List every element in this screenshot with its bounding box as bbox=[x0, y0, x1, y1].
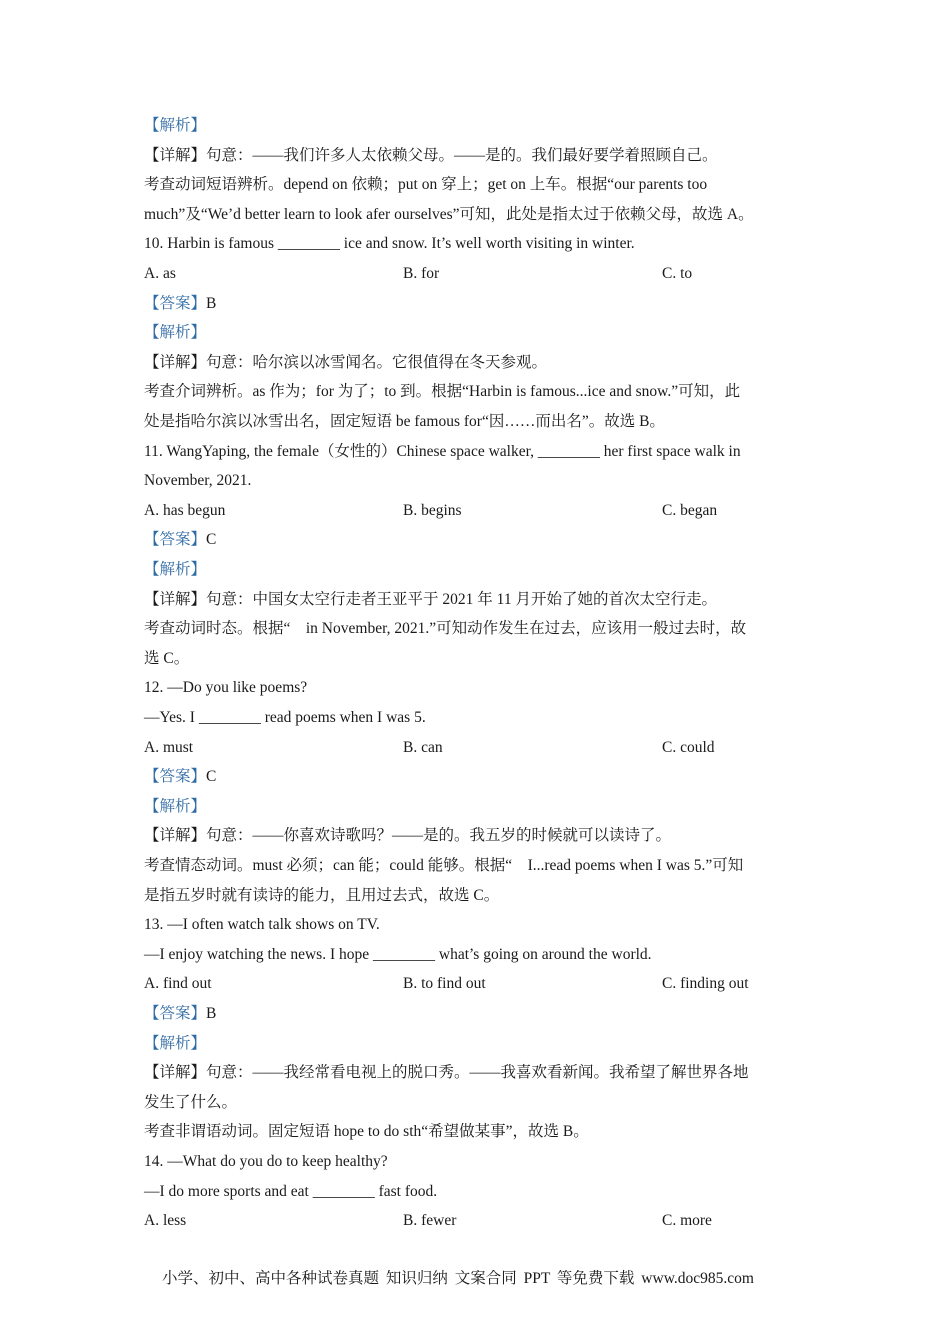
answer-line bbox=[144, 1003, 216, 1025]
answer-tag: 【答案】 bbox=[144, 531, 207, 548]
answer-line bbox=[144, 529, 216, 551]
text-line: 选 C。 bbox=[144, 650, 190, 667]
text-line: 处是指哈尔滨以冰雪出名，固定短语 be famous for“因……而出名”。故选 B。 bbox=[144, 413, 665, 430]
analysis-label bbox=[144, 1033, 206, 1055]
detail-text: 句意：——我经常看电视上的脱口秀。——我喜欢看新闻。我希望了解世界各地 bbox=[206, 1064, 749, 1081]
text-line: 考查动词短语辨析。depend on 依赖；put on 穿上；get on 上车。根据“our parents too bbox=[144, 176, 708, 193]
answer-value: B bbox=[206, 1005, 217, 1022]
option-a: A. must bbox=[144, 739, 194, 756]
text-line: —I enjoy watching the news. I hope ________ what’s going on around the world. bbox=[144, 946, 652, 963]
text-line: 11. WangYaping, the female（女性的）Chinese space walker, ________ her first space walk in bbox=[144, 443, 741, 460]
text-line: 是指五岁时就有读诗的能力，且用过去式，故选 C。 bbox=[144, 887, 500, 904]
page-footer: 小学、初中、高中各种试卷真题 知识归纳 文案合同 PPT 等免费下载 www.doc985.com bbox=[162, 1270, 754, 1287]
option-b: B. begins bbox=[403, 502, 462, 519]
text-line: November, 2021. bbox=[144, 472, 252, 489]
text-line: 13. —I often watch talk shows on TV. bbox=[144, 916, 380, 933]
text-line: —Yes. I ________ read poems when I was 5. bbox=[144, 709, 426, 726]
text-line: much”及“We’d better learn to look afer ourselves”可知，此处是指太过于依赖父母，故选 A。 bbox=[144, 206, 754, 223]
option-c: C. began bbox=[662, 502, 718, 519]
analysis-tag: 【解析】 bbox=[144, 561, 207, 578]
answer-tag: 【答案】 bbox=[144, 1005, 207, 1022]
detail-line bbox=[144, 825, 671, 847]
analysis-tag: 【解析】 bbox=[144, 798, 207, 815]
analysis-label bbox=[144, 796, 206, 818]
analysis-label bbox=[144, 559, 206, 581]
option-c: C. more bbox=[662, 1212, 712, 1229]
option-c: C. could bbox=[662, 739, 715, 756]
option-b: B. fewer bbox=[403, 1212, 457, 1229]
option-a: A. as bbox=[144, 265, 176, 282]
option-c: C. finding out bbox=[662, 975, 749, 992]
answer-line bbox=[144, 293, 216, 315]
option-a: A. less bbox=[144, 1212, 187, 1229]
analysis-label bbox=[144, 115, 206, 137]
detail-line bbox=[144, 1062, 749, 1084]
analysis-tag: 【解析】 bbox=[144, 1035, 207, 1052]
answer-tag: 【答案】 bbox=[144, 768, 207, 785]
analysis-label bbox=[144, 322, 206, 344]
option-b: B. for bbox=[403, 265, 440, 282]
detail-text: 句意：——你喜欢诗歌吗？——是的。我五岁的时候就可以读诗了。 bbox=[206, 827, 672, 844]
answer-line bbox=[144, 766, 216, 788]
text-line: 12. —Do you like poems? bbox=[144, 679, 308, 696]
text-line: 发生了什么。 bbox=[144, 1094, 238, 1111]
detail-text: 句意：中国女太空行走者王亚平于 2021 年 11 月开始了她的首次太空行走。 bbox=[206, 591, 717, 608]
text-line: 考查动词时态。根据“ in November, 2021.”可知动作发生在过去，应该用一般过去时，故 bbox=[144, 620, 747, 637]
answer-value: B bbox=[206, 295, 217, 312]
detail-tag: 【详解】 bbox=[144, 1064, 207, 1081]
detail-tag: 【详解】 bbox=[144, 591, 207, 608]
answer-value: C bbox=[206, 768, 217, 785]
text-line: 考查非谓语动词。固定短语 hope to do sth“希望做某事”，故选 B。 bbox=[144, 1123, 589, 1140]
text-line: 14. —What do you do to keep healthy? bbox=[144, 1153, 388, 1170]
text-line: 10. Harbin is famous ________ ice and snow. It’s well worth visiting in winter. bbox=[144, 235, 635, 252]
detail-line bbox=[144, 145, 718, 167]
option-b: B. to find out bbox=[403, 975, 486, 992]
option-a: A. find out bbox=[144, 975, 212, 992]
text-line: 考查情态动词。must 必须；can 能；could 能够。根据“ I...read poems when I was 5.”可知 bbox=[144, 857, 744, 874]
detail-line bbox=[144, 589, 717, 611]
option-c: C. to bbox=[662, 265, 693, 282]
text-line: —I do more sports and eat ________ fast food. bbox=[144, 1183, 438, 1200]
analysis-tag: 【解析】 bbox=[144, 324, 207, 341]
option-b: B. can bbox=[403, 739, 443, 756]
detail-text: 句意：哈尔滨以冰雪闻名。它很值得在冬天参观。 bbox=[206, 354, 548, 371]
detail-line bbox=[144, 352, 547, 374]
detail-tag: 【详解】 bbox=[144, 354, 207, 371]
detail-tag: 【详解】 bbox=[144, 147, 207, 164]
text-line: 考查介词辨析。as 作为；for 为了；to 到。根据“Harbin is famous...ice and snow.”可知，此 bbox=[144, 383, 741, 400]
detail-text: 句意：——我们许多人太依赖父母。——是的。我们最好要学着照顾自己。 bbox=[206, 147, 718, 164]
answer-tag: 【答案】 bbox=[144, 295, 207, 312]
detail-tag: 【详解】 bbox=[144, 827, 207, 844]
option-a: A. has begun bbox=[144, 502, 226, 519]
analysis-tag: 【解析】 bbox=[144, 117, 207, 134]
answer-value: C bbox=[206, 531, 217, 548]
